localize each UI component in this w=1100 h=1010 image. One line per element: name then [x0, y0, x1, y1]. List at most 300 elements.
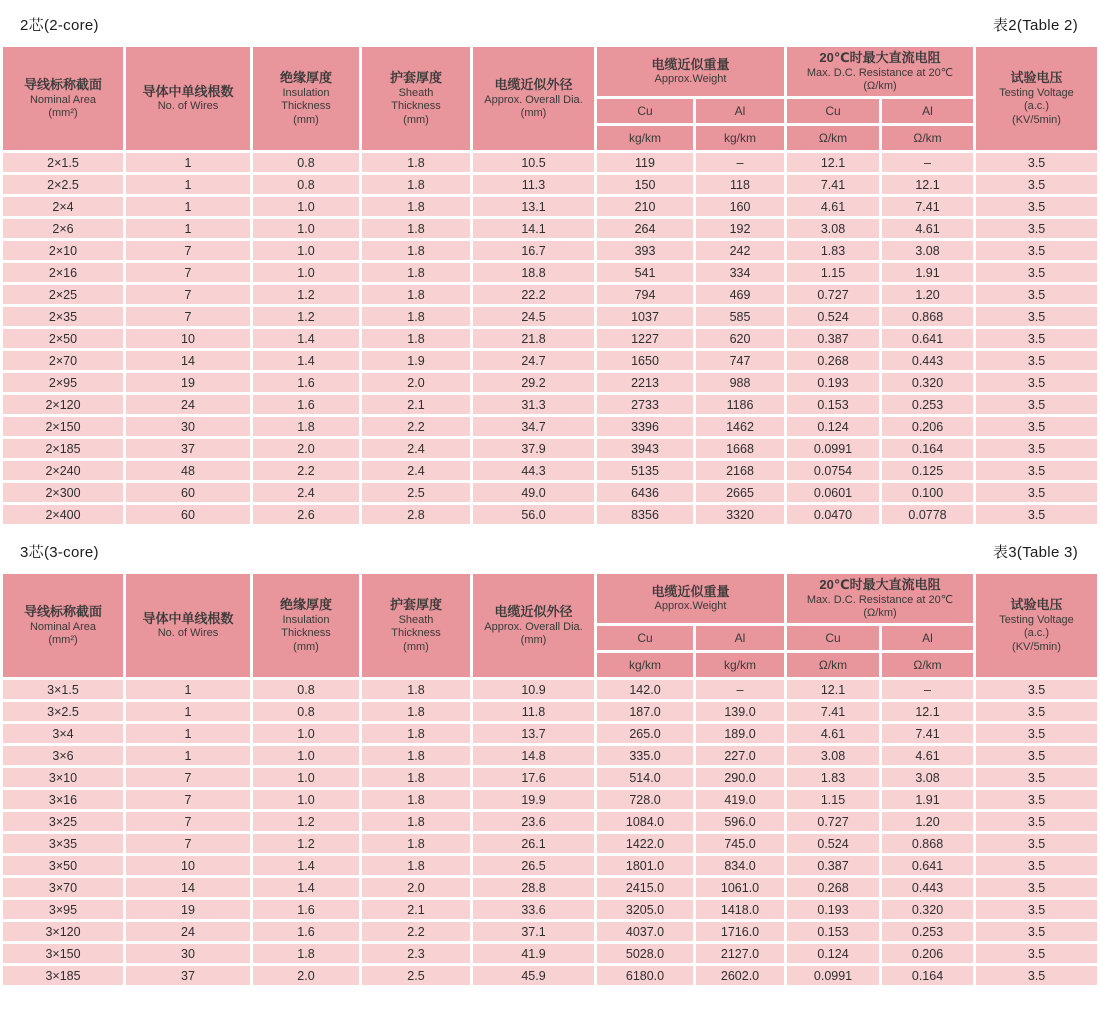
cell: 14 — [126, 878, 250, 897]
cell: 18.8 — [473, 263, 594, 282]
cell: 10.9 — [473, 680, 594, 699]
cell: 0.320 — [882, 373, 973, 392]
cell: 23.6 — [473, 812, 594, 831]
cell: 3×16 — [3, 790, 123, 809]
cell: 1.8 — [362, 285, 470, 304]
table-row — [3, 922, 1097, 941]
table-row — [3, 702, 1097, 721]
cell: 1.8 — [362, 812, 470, 831]
cell: 2.0 — [253, 439, 359, 458]
cell: 2733 — [597, 395, 693, 414]
cell: 2.2 — [362, 922, 470, 941]
cell: 0.164 — [882, 966, 973, 985]
cell: 1.8 — [362, 680, 470, 699]
table-row — [3, 263, 1097, 282]
cell: 1227 — [597, 329, 693, 348]
cell: 3.5 — [976, 790, 1097, 809]
cell: 1.2 — [253, 285, 359, 304]
table-3-core-body — [3, 680, 1097, 985]
cell: 3×70 — [3, 878, 123, 897]
cell: 620 — [696, 329, 784, 348]
cell: 1084.0 — [597, 812, 693, 831]
cell: 10 — [126, 856, 250, 875]
cell: 3.5 — [976, 878, 1097, 897]
cell: 0.164 — [882, 439, 973, 458]
sub-header-weight-cu: Cu — [597, 626, 693, 650]
sub-header-weight-cu: Cu — [597, 99, 693, 123]
cell: 13.7 — [473, 724, 594, 743]
cell: 2×300 — [3, 483, 123, 502]
cell: 2168 — [696, 461, 784, 480]
cell: 3.5 — [976, 285, 1097, 304]
cell: 28.8 — [473, 878, 594, 897]
cell: 187.0 — [597, 702, 693, 721]
table-row — [3, 746, 1097, 765]
cell: 3×35 — [3, 834, 123, 853]
cell: 3.5 — [976, 856, 1097, 875]
cell: 2.0 — [253, 966, 359, 985]
cell: 3.08 — [787, 746, 879, 765]
cell: 3943 — [597, 439, 693, 458]
unit-header-weight-al: kg/km — [696, 653, 784, 677]
cell: 4.61 — [882, 746, 973, 765]
cell: 0.0470 — [787, 505, 879, 524]
cell: 1.6 — [253, 395, 359, 414]
cell: 2.4 — [362, 461, 470, 480]
group-header-dc-resistance: 20℃时最大直流电阻 Max. D.C. Resistance at 20℃ (Ω/km) — [787, 47, 973, 96]
cell: 3×50 — [3, 856, 123, 875]
cell: 1.6 — [253, 900, 359, 919]
cell: 2×16 — [3, 263, 123, 282]
col-header-no-of-wires: 导体中单线根数 No. of Wires — [126, 574, 250, 677]
cell: 7 — [126, 307, 250, 326]
cell: 6436 — [597, 483, 693, 502]
group-header-approx-weight: 电缆近似重量 Approx.Weight — [597, 574, 784, 623]
unit-header-weight-cu: kg/km — [597, 653, 693, 677]
cell: 3.5 — [976, 197, 1097, 216]
cell: 2×240 — [3, 461, 123, 480]
cell: 0.0754 — [787, 461, 879, 480]
cell: 3.5 — [976, 417, 1097, 436]
cell: 13.1 — [473, 197, 594, 216]
cell: 1 — [126, 680, 250, 699]
cell: 2×1.5 — [3, 153, 123, 172]
cell: 3.5 — [976, 373, 1097, 392]
cell: 0.100 — [882, 483, 973, 502]
cell: 1.20 — [882, 285, 973, 304]
cell: 4.61 — [787, 197, 879, 216]
cell: 227.0 — [696, 746, 784, 765]
cell: 0.443 — [882, 878, 973, 897]
cell: 19 — [126, 373, 250, 392]
cell: 48 — [126, 461, 250, 480]
cell: 41.9 — [473, 944, 594, 963]
cell: – — [696, 680, 784, 699]
cell: 24.7 — [473, 351, 594, 370]
cell: 7.41 — [882, 724, 973, 743]
cell: 60 — [126, 505, 250, 524]
cell: 1.91 — [882, 790, 973, 809]
sub-header-resistance-cu: Cu — [787, 626, 879, 650]
cell: 7 — [126, 834, 250, 853]
table-row — [3, 329, 1097, 348]
table-row — [3, 680, 1097, 699]
col-header-testing-voltage: 试验电压 Testing Voltage (a.c.) (KV/5min) — [976, 47, 1097, 150]
table-row — [3, 219, 1097, 238]
cell: 2.0 — [362, 373, 470, 392]
cell: 7 — [126, 263, 250, 282]
cell: 1.4 — [253, 351, 359, 370]
unit-header-resistance-al: Ω/km — [882, 653, 973, 677]
cell: 0.268 — [787, 351, 879, 370]
cell: 17.6 — [473, 768, 594, 787]
cell: 1.8 — [362, 790, 470, 809]
cell: 2602.0 — [696, 966, 784, 985]
cell: 747 — [696, 351, 784, 370]
cell: 1422.0 — [597, 834, 693, 853]
table-row — [3, 417, 1097, 436]
cell: 3.5 — [976, 966, 1097, 985]
cell: 1.8 — [362, 241, 470, 260]
table-row — [3, 241, 1097, 260]
cell: 6180.0 — [597, 966, 693, 985]
cell: 19.9 — [473, 790, 594, 809]
sub-header-resistance-al: Al — [882, 99, 973, 123]
table-2-core-body — [3, 153, 1097, 524]
cell: 2.2 — [362, 417, 470, 436]
cell: 1.0 — [253, 790, 359, 809]
cell: 0.0991 — [787, 966, 879, 985]
cell: 11.8 — [473, 702, 594, 721]
cell: 265.0 — [597, 724, 693, 743]
cell: 3.5 — [976, 922, 1097, 941]
cell: 1650 — [597, 351, 693, 370]
cell: 16.7 — [473, 241, 594, 260]
cell: 794 — [597, 285, 693, 304]
cell: 24.5 — [473, 307, 594, 326]
cell: 264 — [597, 219, 693, 238]
cell: 3×185 — [3, 966, 123, 985]
cell: 1.0 — [253, 768, 359, 787]
cell: 1.0 — [253, 746, 359, 765]
cell: 3×6 — [3, 746, 123, 765]
cell: 290.0 — [696, 768, 784, 787]
cell: 1.2 — [253, 812, 359, 831]
cell: 29.2 — [473, 373, 594, 392]
cell: 21.8 — [473, 329, 594, 348]
cell: 2×2.5 — [3, 175, 123, 194]
table-row — [3, 197, 1097, 216]
cell: 0.268 — [787, 878, 879, 897]
table-row — [3, 285, 1097, 304]
cell: 12.1 — [882, 702, 973, 721]
cell: 3.5 — [976, 263, 1097, 282]
cell: 31.3 — [473, 395, 594, 414]
cell: 3×25 — [3, 812, 123, 831]
cell: 3.5 — [976, 307, 1097, 326]
cell: 7 — [126, 812, 250, 831]
cell: 37 — [126, 439, 250, 458]
col-header-nominal-area: 导线标称截面 Nominal Area (mm²) — [3, 47, 123, 150]
cell: 334 — [696, 263, 784, 282]
cell: 7.41 — [787, 175, 879, 194]
cell: 3.5 — [976, 351, 1097, 370]
cell: 1.83 — [787, 768, 879, 787]
cell: 728.0 — [597, 790, 693, 809]
cell: 2.2 — [253, 461, 359, 480]
cell: 0.641 — [882, 329, 973, 348]
cell: 30 — [126, 417, 250, 436]
cell: 12.1 — [787, 680, 879, 699]
cell: 3×150 — [3, 944, 123, 963]
cell: 1186 — [696, 395, 784, 414]
cell: 0.443 — [882, 351, 973, 370]
cell: 1.8 — [362, 834, 470, 853]
cell: 745.0 — [696, 834, 784, 853]
sub-header-weight-al: Al — [696, 626, 784, 650]
cell: 2×150 — [3, 417, 123, 436]
unit-header-resistance-cu: Ω/km — [787, 126, 879, 150]
cell: 2×6 — [3, 219, 123, 238]
cell: 1.0 — [253, 219, 359, 238]
cell: 1.20 — [882, 812, 973, 831]
cell: 1.8 — [253, 944, 359, 963]
cell: 3.5 — [976, 680, 1097, 699]
cell: 2.6 — [253, 505, 359, 524]
cell: 0.641 — [882, 856, 973, 875]
cell: 1.6 — [253, 922, 359, 941]
cell: 1.4 — [253, 856, 359, 875]
cell: 44.3 — [473, 461, 594, 480]
cell: 3.5 — [976, 812, 1097, 831]
cell: 0.524 — [787, 834, 879, 853]
table-row — [3, 373, 1097, 392]
table-row — [3, 175, 1097, 194]
cell: 3×1.5 — [3, 680, 123, 699]
cell: 1.8 — [362, 219, 470, 238]
group-header-approx-weight: 电缆近似重量 Approx.Weight — [597, 47, 784, 96]
cell: 2×10 — [3, 241, 123, 260]
cell: 1.8 — [362, 329, 470, 348]
cell: 0.727 — [787, 812, 879, 831]
cell: 2×70 — [3, 351, 123, 370]
cell: 1462 — [696, 417, 784, 436]
cell: 26.5 — [473, 856, 594, 875]
cell: 834.0 — [696, 856, 784, 875]
table-3-core — [0, 571, 1100, 988]
unit-header-weight-cu: kg/km — [597, 126, 693, 150]
cell: 2127.0 — [696, 944, 784, 963]
cell: 1 — [126, 175, 250, 194]
cell: – — [696, 153, 784, 172]
cell: 0.193 — [787, 900, 879, 919]
cell: 3.5 — [976, 175, 1097, 194]
cell: 1668 — [696, 439, 784, 458]
cell: 139.0 — [696, 702, 784, 721]
cell: 56.0 — [473, 505, 594, 524]
table-row — [3, 505, 1097, 524]
cell: 118 — [696, 175, 784, 194]
table-row — [3, 768, 1097, 787]
cell: 1.83 — [787, 241, 879, 260]
unit-header-weight-al: kg/km — [696, 126, 784, 150]
cell: 14 — [126, 351, 250, 370]
cell: 4.61 — [787, 724, 879, 743]
col-header-insulation-thickness: 绝缘厚度 Insulation Thickness (mm) — [253, 574, 359, 677]
cell: 1801.0 — [597, 856, 693, 875]
table-row — [3, 153, 1097, 172]
cell: 2.8 — [362, 505, 470, 524]
table-row — [3, 812, 1097, 831]
cell: 1.8 — [362, 175, 470, 194]
table-row — [3, 724, 1097, 743]
cell: 1 — [126, 153, 250, 172]
table-row — [3, 483, 1097, 502]
cell: 0.320 — [882, 900, 973, 919]
cell: 8356 — [597, 505, 693, 524]
cell: 1.8 — [253, 417, 359, 436]
group-header-dc-resistance: 20℃时最大直流电阻 Max. D.C. Resistance at 20℃ (Ω/km) — [787, 574, 973, 623]
col-header-sheath-thickness: 护套厚度 Sheath Thickness (mm) — [362, 47, 470, 150]
cell: 210 — [597, 197, 693, 216]
cell: 7 — [126, 790, 250, 809]
cell: 2665 — [696, 483, 784, 502]
cell: 2×185 — [3, 439, 123, 458]
cell: 1.0 — [253, 724, 359, 743]
cell: 541 — [597, 263, 693, 282]
cell: 3.5 — [976, 900, 1097, 919]
cell: 1037 — [597, 307, 693, 326]
cell: 60 — [126, 483, 250, 502]
cell: 3.08 — [882, 768, 973, 787]
cell: 3×120 — [3, 922, 123, 941]
cell: 26.1 — [473, 834, 594, 853]
cell: 0.0778 — [882, 505, 973, 524]
cell: 3.5 — [976, 439, 1097, 458]
cell: 1.9 — [362, 351, 470, 370]
cell: 1 — [126, 219, 250, 238]
cell: 0.124 — [787, 944, 879, 963]
cell: 1 — [126, 724, 250, 743]
section-title-left: 2芯(2-core) — [20, 17, 99, 34]
cell: 5028.0 — [597, 944, 693, 963]
cell: 2×95 — [3, 373, 123, 392]
cell: 1.0 — [253, 263, 359, 282]
cell: 3.5 — [976, 219, 1097, 238]
cell: 3×4 — [3, 724, 123, 743]
cell: 150 — [597, 175, 693, 194]
cell: 0.193 — [787, 373, 879, 392]
cell: 0.727 — [787, 285, 879, 304]
section-title-2core — [0, 10, 1100, 44]
cell: 1.4 — [253, 878, 359, 897]
cell: 24 — [126, 922, 250, 941]
cell: 4.61 — [882, 219, 973, 238]
cell: 0.868 — [882, 307, 973, 326]
cell: 22.2 — [473, 285, 594, 304]
cell: – — [882, 153, 973, 172]
col-header-overall-dia: 电缆近似外径 Approx. Overall Dia. (mm) — [473, 574, 594, 677]
table-label: 表2(Table 2) — [992, 17, 1078, 34]
cell: 2×4 — [3, 197, 123, 216]
cell: 1.91 — [882, 263, 973, 282]
cell: 1716.0 — [696, 922, 784, 941]
cell: 2×50 — [3, 329, 123, 348]
sub-header-weight-al: Al — [696, 99, 784, 123]
cell: 0.124 — [787, 417, 879, 436]
cell: 0.253 — [882, 922, 973, 941]
table-row — [3, 461, 1097, 480]
col-header-no-of-wires: 导体中单线根数 No. of Wires — [126, 47, 250, 150]
table-row — [3, 856, 1097, 875]
cell: 469 — [696, 285, 784, 304]
cell: 3.5 — [976, 746, 1097, 765]
section-title-3core — [0, 537, 1100, 571]
cell: 3396 — [597, 417, 693, 436]
cell: 119 — [597, 153, 693, 172]
cell: 4037.0 — [597, 922, 693, 941]
sub-header-resistance-cu: Cu — [787, 99, 879, 123]
col-header-nominal-area: 导线标称截面 Nominal Area (mm²) — [3, 574, 123, 677]
cell: 14.8 — [473, 746, 594, 765]
cell: 0.153 — [787, 395, 879, 414]
cell: 0.253 — [882, 395, 973, 414]
cell: 0.387 — [787, 856, 879, 875]
cell: 988 — [696, 373, 784, 392]
cell: 1 — [126, 746, 250, 765]
cell: 3.5 — [976, 834, 1097, 853]
cell: 3×10 — [3, 768, 123, 787]
cell: 596.0 — [696, 812, 784, 831]
cell: – — [882, 680, 973, 699]
cell: 0.387 — [787, 329, 879, 348]
table-row — [3, 944, 1097, 963]
cell: 3.5 — [976, 241, 1097, 260]
table-row — [3, 307, 1097, 326]
cell: 1.2 — [253, 307, 359, 326]
cell: 1 — [126, 702, 250, 721]
cell: 1.6 — [253, 373, 359, 392]
col-header-overall-dia: 电缆近似外径 Approx. Overall Dia. (mm) — [473, 47, 594, 150]
cell: 3320 — [696, 505, 784, 524]
cell: 2.3 — [362, 944, 470, 963]
cell: 3.5 — [976, 153, 1097, 172]
cell: 2.1 — [362, 900, 470, 919]
cell: 49.0 — [473, 483, 594, 502]
cell: 24 — [126, 395, 250, 414]
cell: 0.206 — [882, 944, 973, 963]
cell: 1418.0 — [696, 900, 784, 919]
cell: 1.2 — [253, 834, 359, 853]
cell: 0.868 — [882, 834, 973, 853]
cell: 1.15 — [787, 263, 879, 282]
cell: 3.5 — [976, 483, 1097, 502]
table-row — [3, 966, 1097, 985]
cell: 419.0 — [696, 790, 784, 809]
cell: 7 — [126, 241, 250, 260]
table-row — [3, 900, 1097, 919]
cell: 393 — [597, 241, 693, 260]
cell: 2213 — [597, 373, 693, 392]
cell: 1.15 — [787, 790, 879, 809]
col-header-testing-voltage: 试验电压 Testing Voltage (a.c.) (KV/5min) — [976, 574, 1097, 677]
cell: 7.41 — [882, 197, 973, 216]
cell: 3.5 — [976, 724, 1097, 743]
cell: 3×2.5 — [3, 702, 123, 721]
cell: 0.0991 — [787, 439, 879, 458]
table-row — [3, 439, 1097, 458]
cell: 12.1 — [882, 175, 973, 194]
